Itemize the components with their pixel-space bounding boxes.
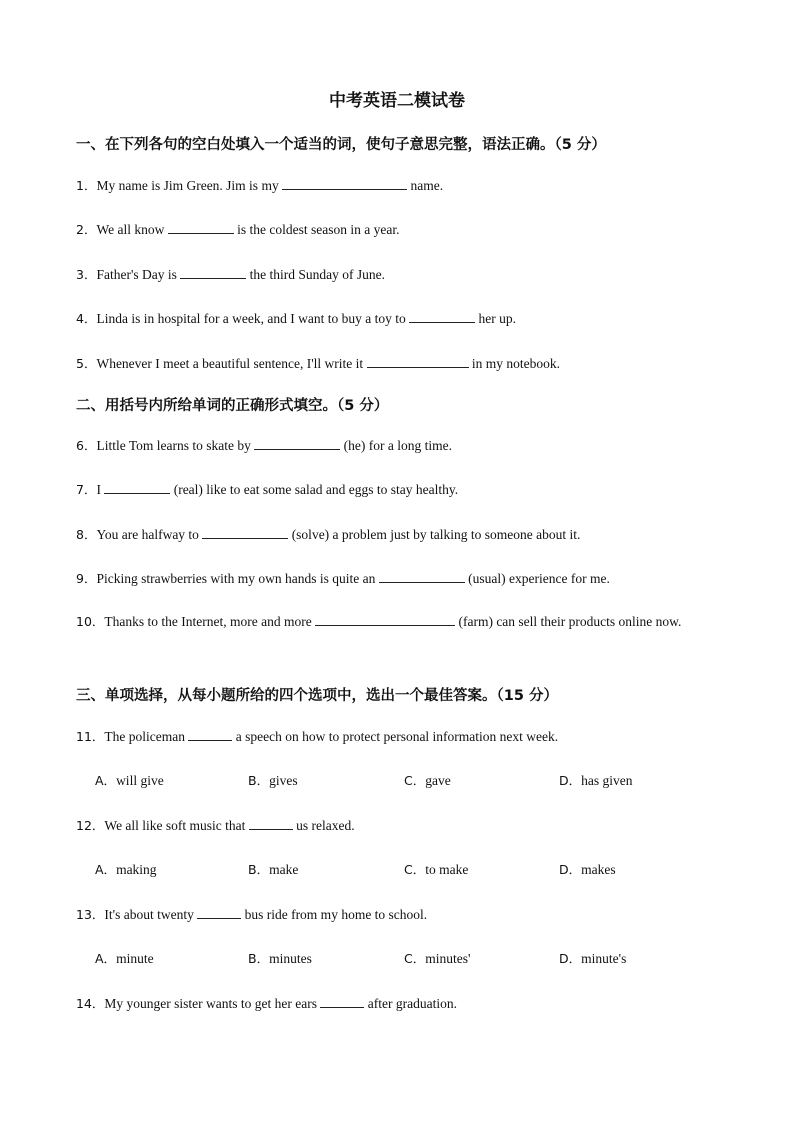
question-text-before: Whenever I meet a beautiful sentence, I'll write it [96,356,367,371]
question-text-after: (farm) can sell their products online now. [455,614,682,629]
question-text-before: Little Tom learns to skate by [96,438,255,453]
question-text-before: The policeman [104,729,189,744]
option-c[interactable]: C．minutes' [404,951,471,966]
option-c[interactable]: C．to make [404,862,469,877]
option-d[interactable]: D．has given [559,773,633,788]
question-text-before: Thanks to the Internet, more and more [104,614,316,629]
question-text-after: her up. [475,311,517,326]
question-number: 6． [76,438,97,453]
question-text-after: (he) for a long time. [340,438,452,453]
answer-blank[interactable] [180,266,246,279]
option-b[interactable]: B．gives [248,773,298,788]
question-text-before: My name is Jim Green. Jim is my [96,178,283,193]
question-text-after: name. [407,178,444,193]
answer-blank[interactable] [249,817,293,830]
answer-blank[interactable] [282,177,407,190]
question-number: 5． [76,356,97,371]
question-10 [76,606,696,637]
question-text-after: (real) like to eat some salad and eggs to stay healthy. [170,482,459,497]
question-number: 1． [76,178,97,193]
option-c[interactable]: C．gave [404,773,451,788]
answer-blank[interactable] [202,526,288,539]
question-3 [76,265,385,283]
question-number: 11． [76,729,105,744]
question-text-before: Linda is in hospital for a week, and I want to buy a toy to [96,311,410,326]
question-text-after: a speech on how to protect personal information next week. [232,729,559,744]
question-number: 3． [76,267,97,282]
answer-blank[interactable] [104,481,170,494]
question-14 [76,994,457,1012]
question-text-before: Picking strawberries with my own hands is quite an [96,571,379,586]
question-9 [76,569,610,587]
question-text-after: in my notebook. [468,356,561,371]
question-4 [76,309,516,327]
option-d[interactable]: D．minute's [559,951,627,966]
question-number: 9． [76,571,97,586]
question-text-before: My younger sister wants to get her ears [104,996,321,1011]
option-d[interactable]: D．makes [559,862,616,877]
option-b[interactable]: B．make [248,862,299,877]
question-13 [76,905,427,923]
option-b[interactable]: B．minutes [248,951,312,966]
option-a[interactable]: A．will give [95,773,164,788]
question-5 [76,354,560,372]
answer-blank[interactable] [254,437,340,450]
question-text-before: I [96,482,105,497]
answer-blank[interactable] [367,355,469,368]
question-text-after: us relaxed. [292,818,355,833]
question-1 [76,176,443,194]
question-number: 10． [76,614,105,629]
question-number: 4． [76,311,97,326]
answer-blank[interactable] [379,570,465,583]
section-1-heading: 一、在下列各句的空白处填入一个适当的词，使句子意思完整，语法正确。（5 分） [76,137,606,153]
question-text-after: bus ride from my home to school. [241,907,428,922]
option-a[interactable]: A．making [95,862,157,877]
question-11 [76,727,558,745]
answer-blank[interactable] [409,310,475,323]
option-a[interactable]: A．minute [95,951,154,966]
question-number: 13． [76,907,105,922]
question-number: 2． [76,222,97,237]
question-text-before: You are halfway to [96,527,203,542]
question-number: 8． [76,527,97,542]
answer-blank[interactable] [188,728,232,741]
question-text-after: is the coldest season in a year. [233,222,400,237]
question-text-before: We all like soft music that [104,818,249,833]
question-number: 12． [76,818,105,833]
question-text-after: (usual) experience for me. [464,571,610,586]
question-7 [76,480,458,498]
question-12 [76,816,355,834]
question-text-before: It's about twenty [104,907,198,922]
section-2-heading: 二、用括号内所给单词的正确形式填空。（5 分） [76,398,389,414]
question-8 [76,525,580,543]
question-number: 7． [76,482,97,497]
answer-blank[interactable] [315,613,455,626]
section-3-heading: 三、单项选择，从每小题所给的四个选项中，选出一个最佳答案。（15 分） [76,688,558,704]
question-number: 14． [76,996,105,1011]
page-title: 中考英语二模试卷 [329,91,465,111]
question-2 [76,220,399,238]
question-text-after: the third Sunday of June. [246,267,385,282]
answer-blank[interactable] [197,906,241,919]
question-text-after: after graduation. [364,996,457,1011]
question-text-before: Father's Day is [96,267,181,282]
question-6 [76,436,452,454]
answer-blank[interactable] [168,221,234,234]
question-text-after: (solve) a problem just by talking to someone about it. [288,527,581,542]
question-text-before: We all know [96,222,168,237]
answer-blank[interactable] [320,995,364,1008]
